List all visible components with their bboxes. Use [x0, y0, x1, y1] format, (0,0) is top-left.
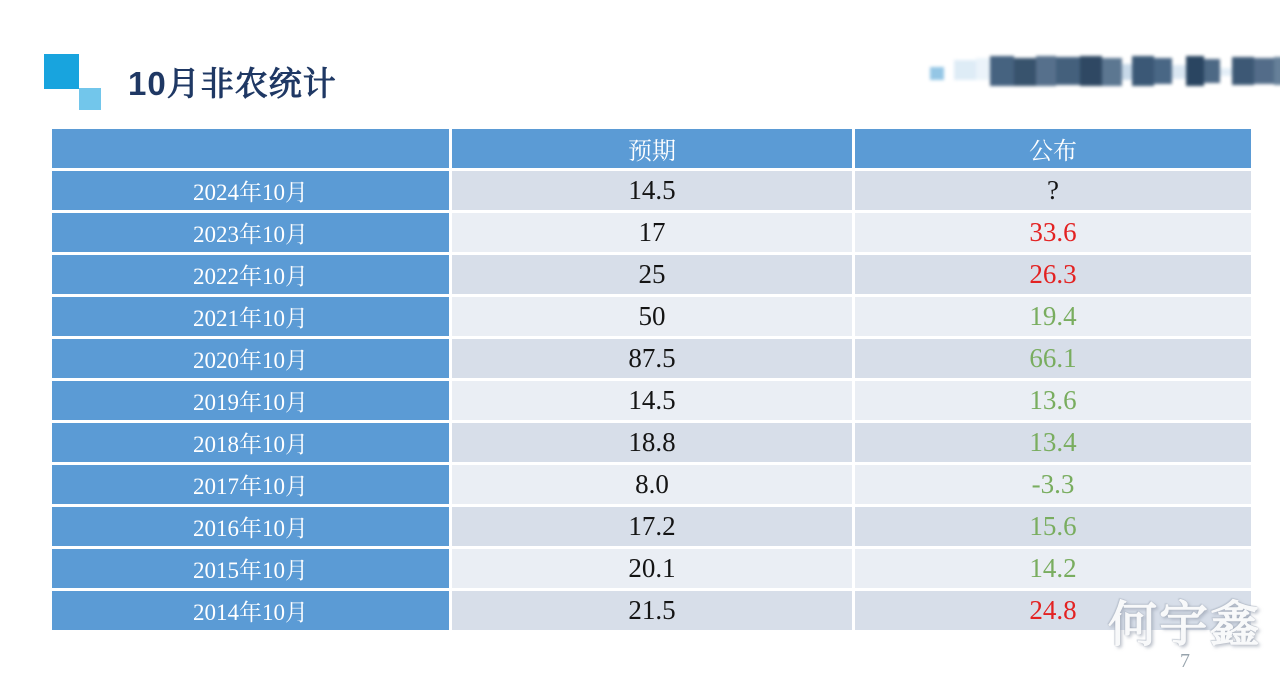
blurred-logo	[930, 54, 1230, 92]
year-cell: 2022年10月	[52, 255, 449, 294]
expected-cell: 14.5	[452, 381, 852, 420]
expected-cell: 17	[452, 213, 852, 252]
table-header-row	[52, 129, 1251, 168]
title-accent-square-large	[44, 54, 79, 89]
year-cell: 2017年10月	[52, 465, 449, 504]
published-cell: -3.3	[855, 465, 1251, 504]
expected-cell: 21.5	[452, 591, 852, 630]
year-cell: 2018年10月	[52, 423, 449, 462]
published-cell: 66.1	[855, 339, 1251, 378]
expected-cell: 8.0	[452, 465, 852, 504]
published-cell: 15.6	[855, 507, 1251, 546]
table-row	[52, 255, 1251, 294]
table-row	[52, 381, 1251, 420]
table-row	[52, 423, 1251, 462]
year-cell: 2023年10月	[52, 213, 449, 252]
year-cell: 2016年10月	[52, 507, 449, 546]
header-cell-published: 公布	[855, 129, 1251, 168]
published-cell: 13.4	[855, 423, 1251, 462]
table-row	[52, 549, 1251, 588]
expected-cell: 25	[452, 255, 852, 294]
table-row	[52, 507, 1251, 546]
expected-cell: 14.5	[452, 171, 852, 210]
published-cell: 24.8	[855, 591, 1251, 630]
expected-cell: 50	[452, 297, 852, 336]
published-cell: 19.4	[855, 297, 1251, 336]
published-cell: 26.3	[855, 255, 1251, 294]
table-row	[52, 339, 1251, 378]
published-cell: ?	[855, 171, 1251, 210]
page-title: 10月非农统计	[128, 65, 337, 102]
published-cell: 33.6	[855, 213, 1251, 252]
table-row	[52, 171, 1251, 210]
expected-cell: 17.2	[452, 507, 852, 546]
author-watermark: 何宇鑫	[1108, 598, 1262, 652]
expected-cell: 87.5	[452, 339, 852, 378]
year-cell: 2021年10月	[52, 297, 449, 336]
expected-cell: 20.1	[452, 549, 852, 588]
table-row	[52, 591, 1251, 630]
expected-cell: 18.8	[452, 423, 852, 462]
year-cell: 2014年10月	[52, 591, 449, 630]
published-cell: 14.2	[855, 549, 1251, 588]
year-cell: 2015年10月	[52, 549, 449, 588]
year-cell: 2019年10月	[52, 381, 449, 420]
year-cell: 2020年10月	[52, 339, 449, 378]
table-row	[52, 297, 1251, 336]
nonfarm-table	[52, 129, 1251, 630]
published-cell: 13.6	[855, 381, 1251, 420]
table-row	[52, 465, 1251, 504]
page-number: 7	[1180, 650, 1190, 672]
table-row	[52, 213, 1251, 252]
year-cell: 2024年10月	[52, 171, 449, 210]
header-cell-expected: 预期	[452, 129, 852, 168]
header-cell-year	[52, 129, 449, 168]
title-accent-square-small	[79, 88, 101, 110]
